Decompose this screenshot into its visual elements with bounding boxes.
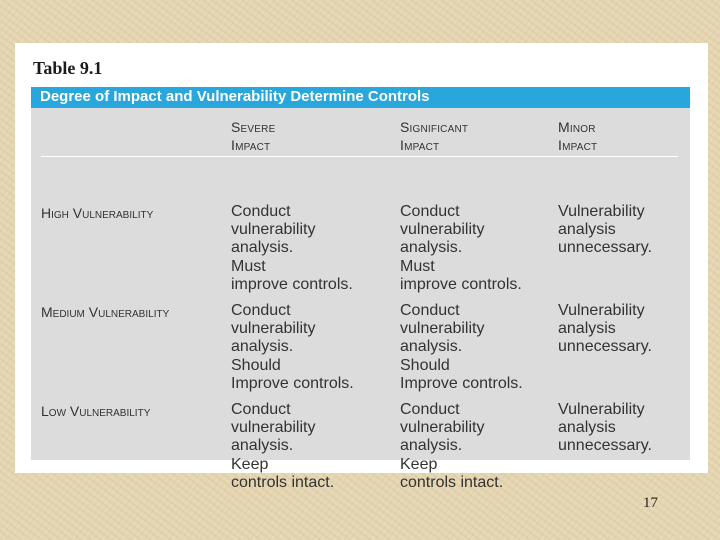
column-header-line: Severe bbox=[231, 119, 276, 135]
row-header-medium-vulnerability: Medium Vulnerability bbox=[41, 304, 170, 320]
table-title-bar bbox=[31, 87, 690, 108]
row-header-low-vulnerability: Low Vulnerability bbox=[41, 403, 151, 419]
table-cell: Conduct vulnerability analysis. Should Improve controls. bbox=[400, 302, 523, 392]
table-cell: Conduct vulnerability analysis. Must improve controls. bbox=[231, 203, 353, 293]
table-cell: Vulnerability analysis unnecessary. bbox=[558, 401, 652, 455]
table-cell: Conduct vulnerability analysis. Must improve controls. bbox=[400, 203, 522, 293]
header-divider bbox=[41, 156, 678, 157]
row-header-high-vulnerability: High Vulnerability bbox=[41, 205, 154, 221]
column-header-line: Significant bbox=[400, 119, 469, 135]
column-header-minor-impact bbox=[558, 118, 597, 154]
page-number: 17 bbox=[643, 495, 658, 511]
table-cell: Vulnerability analysis unnecessary. bbox=[558, 302, 652, 356]
column-header-line: Impact bbox=[558, 137, 598, 153]
table-cell: Conduct vulnerability analysis. Keep controls intact. bbox=[400, 401, 504, 491]
column-header-severe-impact bbox=[231, 118, 275, 154]
table-title: Degree of Impact and Vulnerability Determine Controls bbox=[40, 88, 430, 105]
table-label: Table 9.1 bbox=[33, 58, 103, 78]
column-header-significant-impact bbox=[400, 118, 468, 154]
table-cell: Conduct vulnerability analysis. Keep controls intact. bbox=[231, 401, 335, 491]
column-header-line: Impact bbox=[231, 137, 271, 153]
table-body bbox=[31, 108, 690, 491]
column-header-line: Minor bbox=[558, 119, 596, 135]
table-cell: Conduct vulnerability analysis. Should Improve controls. bbox=[231, 302, 354, 392]
column-header-line: Impact bbox=[400, 137, 440, 153]
table-cell: Vulnerability analysis unnecessary. bbox=[558, 203, 652, 257]
slide-panel bbox=[15, 43, 708, 491]
